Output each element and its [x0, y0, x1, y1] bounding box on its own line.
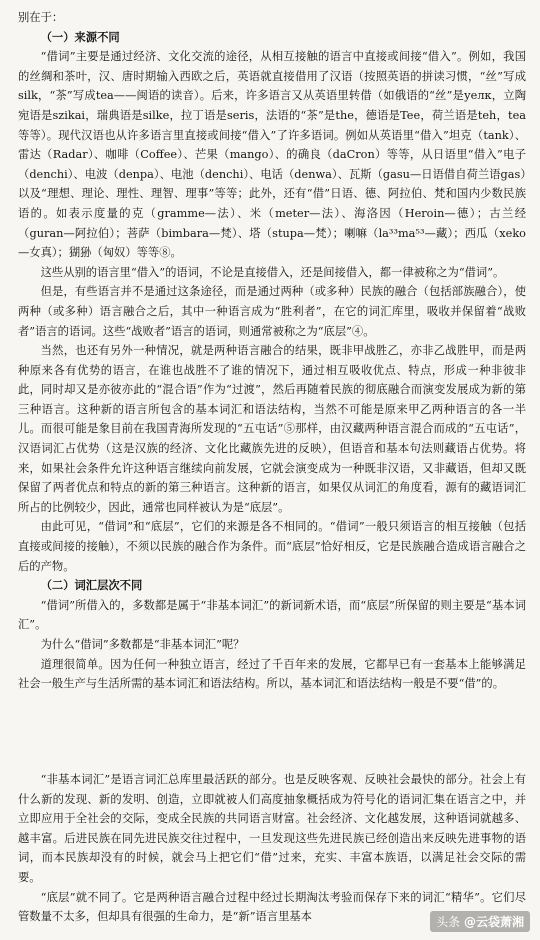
paragraph-mixed-language: 当然，也还有另外一种情况，就是两种语言融合的结果，既非甲战胜乙，亦非乙战胜甲，而是两种原来各有优势的语言，在谁也战胜不了谁的情况下，通过相互吸收优点、特点，形成一种非彼非此，同时却又是亦彼亦此的“混合语”作为“过渡”，然后再随着民族的彻底融合而演变发展成为新的第三种语言。这种新的语言所包含的基本词汇和语法结构，当然不可能是原来甲乙两种语言的各一半儿。而很可能是象目前在我国青海所发现的“五屯话”⑤那样，由汉藏两种语言混合而成的“五屯话”，汉语词汇占优势（这是汉族的经济、文化比藏族先进的反映），但语音和基本句法则藏语占优势。将来，如果社会条件允许这种语言继续向前发展，它就会演变成为一种既非汉语，又非藏语，但却又既保留了两者优点和特点的新的第三种语言。这种新的语言，如果仅从词汇的角度看，源有的藏语词汇所占的比例较少，因此，通常也同样被认为是“底层”。 [18, 344, 526, 514]
upper-text-block [18, 8, 526, 694]
paragraph-loanword-definition: 这些从别的语言里“借入”的语词，不论是直接借入，还是间接借入，都一律被称之为“借词”。 [40, 265, 505, 279]
paragraph-conclusion-source: 由此可见，“借词”和“底层”，它们的来源是各不相同的。“借词”一般只须语言的相互接触（包括直接或间接的接触），不须以民族的融合作为条件。而“底层”恰好相反，它是民族融合造成语言融合之后的产物。 [18, 520, 526, 573]
watermark-handle: @云袋萧湘 [463, 915, 524, 929]
lead-line: 别在于： [18, 11, 64, 24]
watermark [430, 911, 530, 932]
paragraph-loanwords: “借词”主要是通过经济、文化交流的途径，从相互接触的语言中直接或间接“借入”。例如，我国的丝绸和茶叶，汉、唐时期输入西欧之后，英语就直接借用了汉语（按照英语的拼读习惯，“丝”写成silk，“茶”写成tea——闽语的读音）。后来，许多语言又从英语里转借（如俄语的“丝”是уелк，立陶宛语是szikai，瑞典语是silke，拉丁语是seris，法语的“茶”是the，德语是Tee，荷兰语是teh，tea等等）。现代汉语也从许多语言里直接或间接“借入”了许多语词。例如从英语里“借入”坦克（tank）、雷达（Radar）、咖啡（Coffee）、芒果（mango）、的确良（daCron）等等，从日语里“借入”电子（denchi）、电波（denpa）、电池（denchi）、电话（denwa）、瓦斯（gasu—日语借自荷兰语gas）以及“理想、理论、理性、理智、理事”等等；此外，还有“借”日语、德、阿拉伯、梵和国内少数民族语的。如表示度量的克（gramme—法）、米（meter—法）、海洛因（Heroin—德）；古兰经（guran—阿拉伯）；菩萨（bimbara—梵）、塔（stupa—梵）；喇嘛（la³³ma⁵³—藏）；西瓜（xeko—女真）；猢狲（匈奴）等等⑧。 [18, 50, 526, 260]
lower-text-block [18, 770, 526, 927]
paragraph-substratum-essence: “底层”就不同了。它是两种语言融合过程中经过长期淘汰考验而保存下来的词汇“精华”。它们尽管数量不太多，但却具有很强的生命力，是“新”语言里基本 [18, 890, 526, 924]
paragraph-question: 为什么“借词”多数都是“非基本词汇”呢？ [40, 638, 245, 651]
paragraph-vocabulary-level: “借词”所借入的，多数都是属于“非基本词汇”的新词新术语，而“底层”所保留的则主要是“基本词汇”。 [18, 598, 526, 632]
paragraph-non-basic-vocabulary: “非基本词汇”是语言词汇总库里最活跃的部分。也是反映客观、反映社会最快的部分。社会上有什么新的发现、新的发明、创造，立即就被人们高度抽象概括成为符号化的语词汇集在语言之中，并立即应用于全社会的交际，变成全民族的共同语言财富。社会经济、文化越发展，这种语词就越多、越丰富。后进民族在同先进民族交往过程中，一旦发现这些先进民族已经创造出来反映先进事物的语词，而本民族却没有的时候，就会马上把它们“借”过来，充实、丰富本族语，以满足社会交际的需要。 [18, 773, 526, 884]
paragraph-reason: 道理很简单。因为任何一种独立语言，经过了千百年来的发展，它都早已有一套基本上能够满足社会一般生产与生活所需的基本词汇和语法结构。所以，基本词汇和语法结构一般是不要“借”的。 [18, 657, 526, 691]
heading-source: （一）来源不同 [40, 29, 120, 44]
heading-vocabulary-level: （二）词汇层次不同 [40, 578, 143, 593]
watermark-prefix: 头条 [436, 915, 461, 929]
paragraph-substratum: 但是，有些语言并不是通过这条途径，而是通过两种（或多种）民族的融合（包括部族融合），使两种（或多种）语言融合之后，其中一种语言成为“胜利者”，在它的词汇库里，吸收并保留着“战败者”语言的语词。这些“战败者”语言的语词，则通常被称之为“底层”④。 [18, 285, 526, 338]
